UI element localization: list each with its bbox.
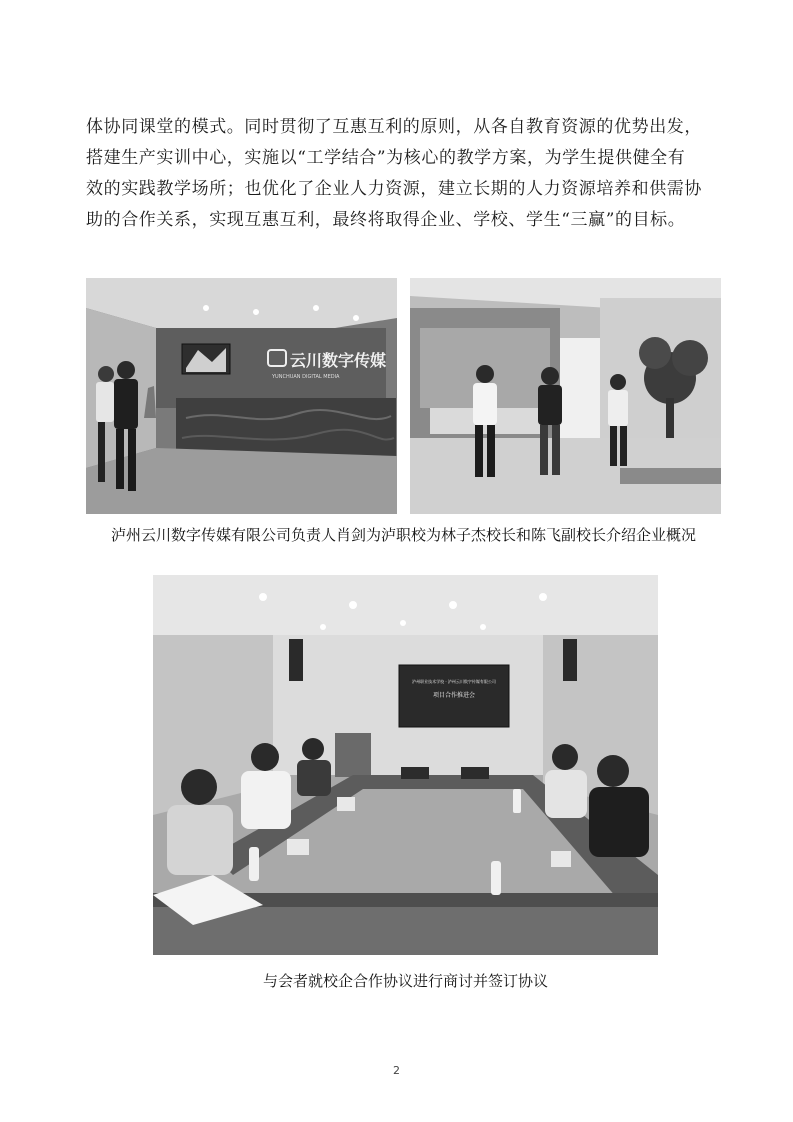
photo-meeting-room — [153, 575, 658, 955]
paragraph-line: 助的合作关系，实现互惠互利，最终将取得企业、学校、学生“三赢”的目标。 — [86, 210, 686, 230]
logo-text: 云川数字传媒 — [290, 351, 387, 370]
paragraph-line: 搭建生产实训中心，实施以“工学结合”为核心的教学方案，为学生提供健全有 — [86, 148, 686, 168]
page-number: 2 — [393, 1064, 400, 1077]
screen-text-line2: 项目合作推进会 — [432, 692, 476, 699]
body-paragraph — [86, 112, 726, 236]
photo-reception-lobby — [86, 278, 397, 514]
logo-subtext: YUNCHUAN DIGITAL MEDIA — [272, 374, 340, 380]
screen-text-line1: 泸州职业技术学校 · 泸州云川数字传媒有限公司 — [412, 679, 496, 684]
photo-office-tour — [410, 278, 721, 514]
paragraph-line: 体协同课堂的模式。同时贯彻了互惠互利的原则，从各自教育资源的优势出发， — [86, 117, 702, 137]
figure2-caption: 与会者就校企合作协议进行商讨并签订协议 — [262, 972, 548, 990]
figure1-caption: 泸州云川数字传媒有限公司负责人肖剑为泸职校为林子杰校长和陈飞副校长介绍企业概况 — [110, 526, 696, 544]
paragraph-line: 效的实践教学场所；也优化了企业人力资源，建立长期的人力资源培养和供需协 — [86, 179, 702, 199]
